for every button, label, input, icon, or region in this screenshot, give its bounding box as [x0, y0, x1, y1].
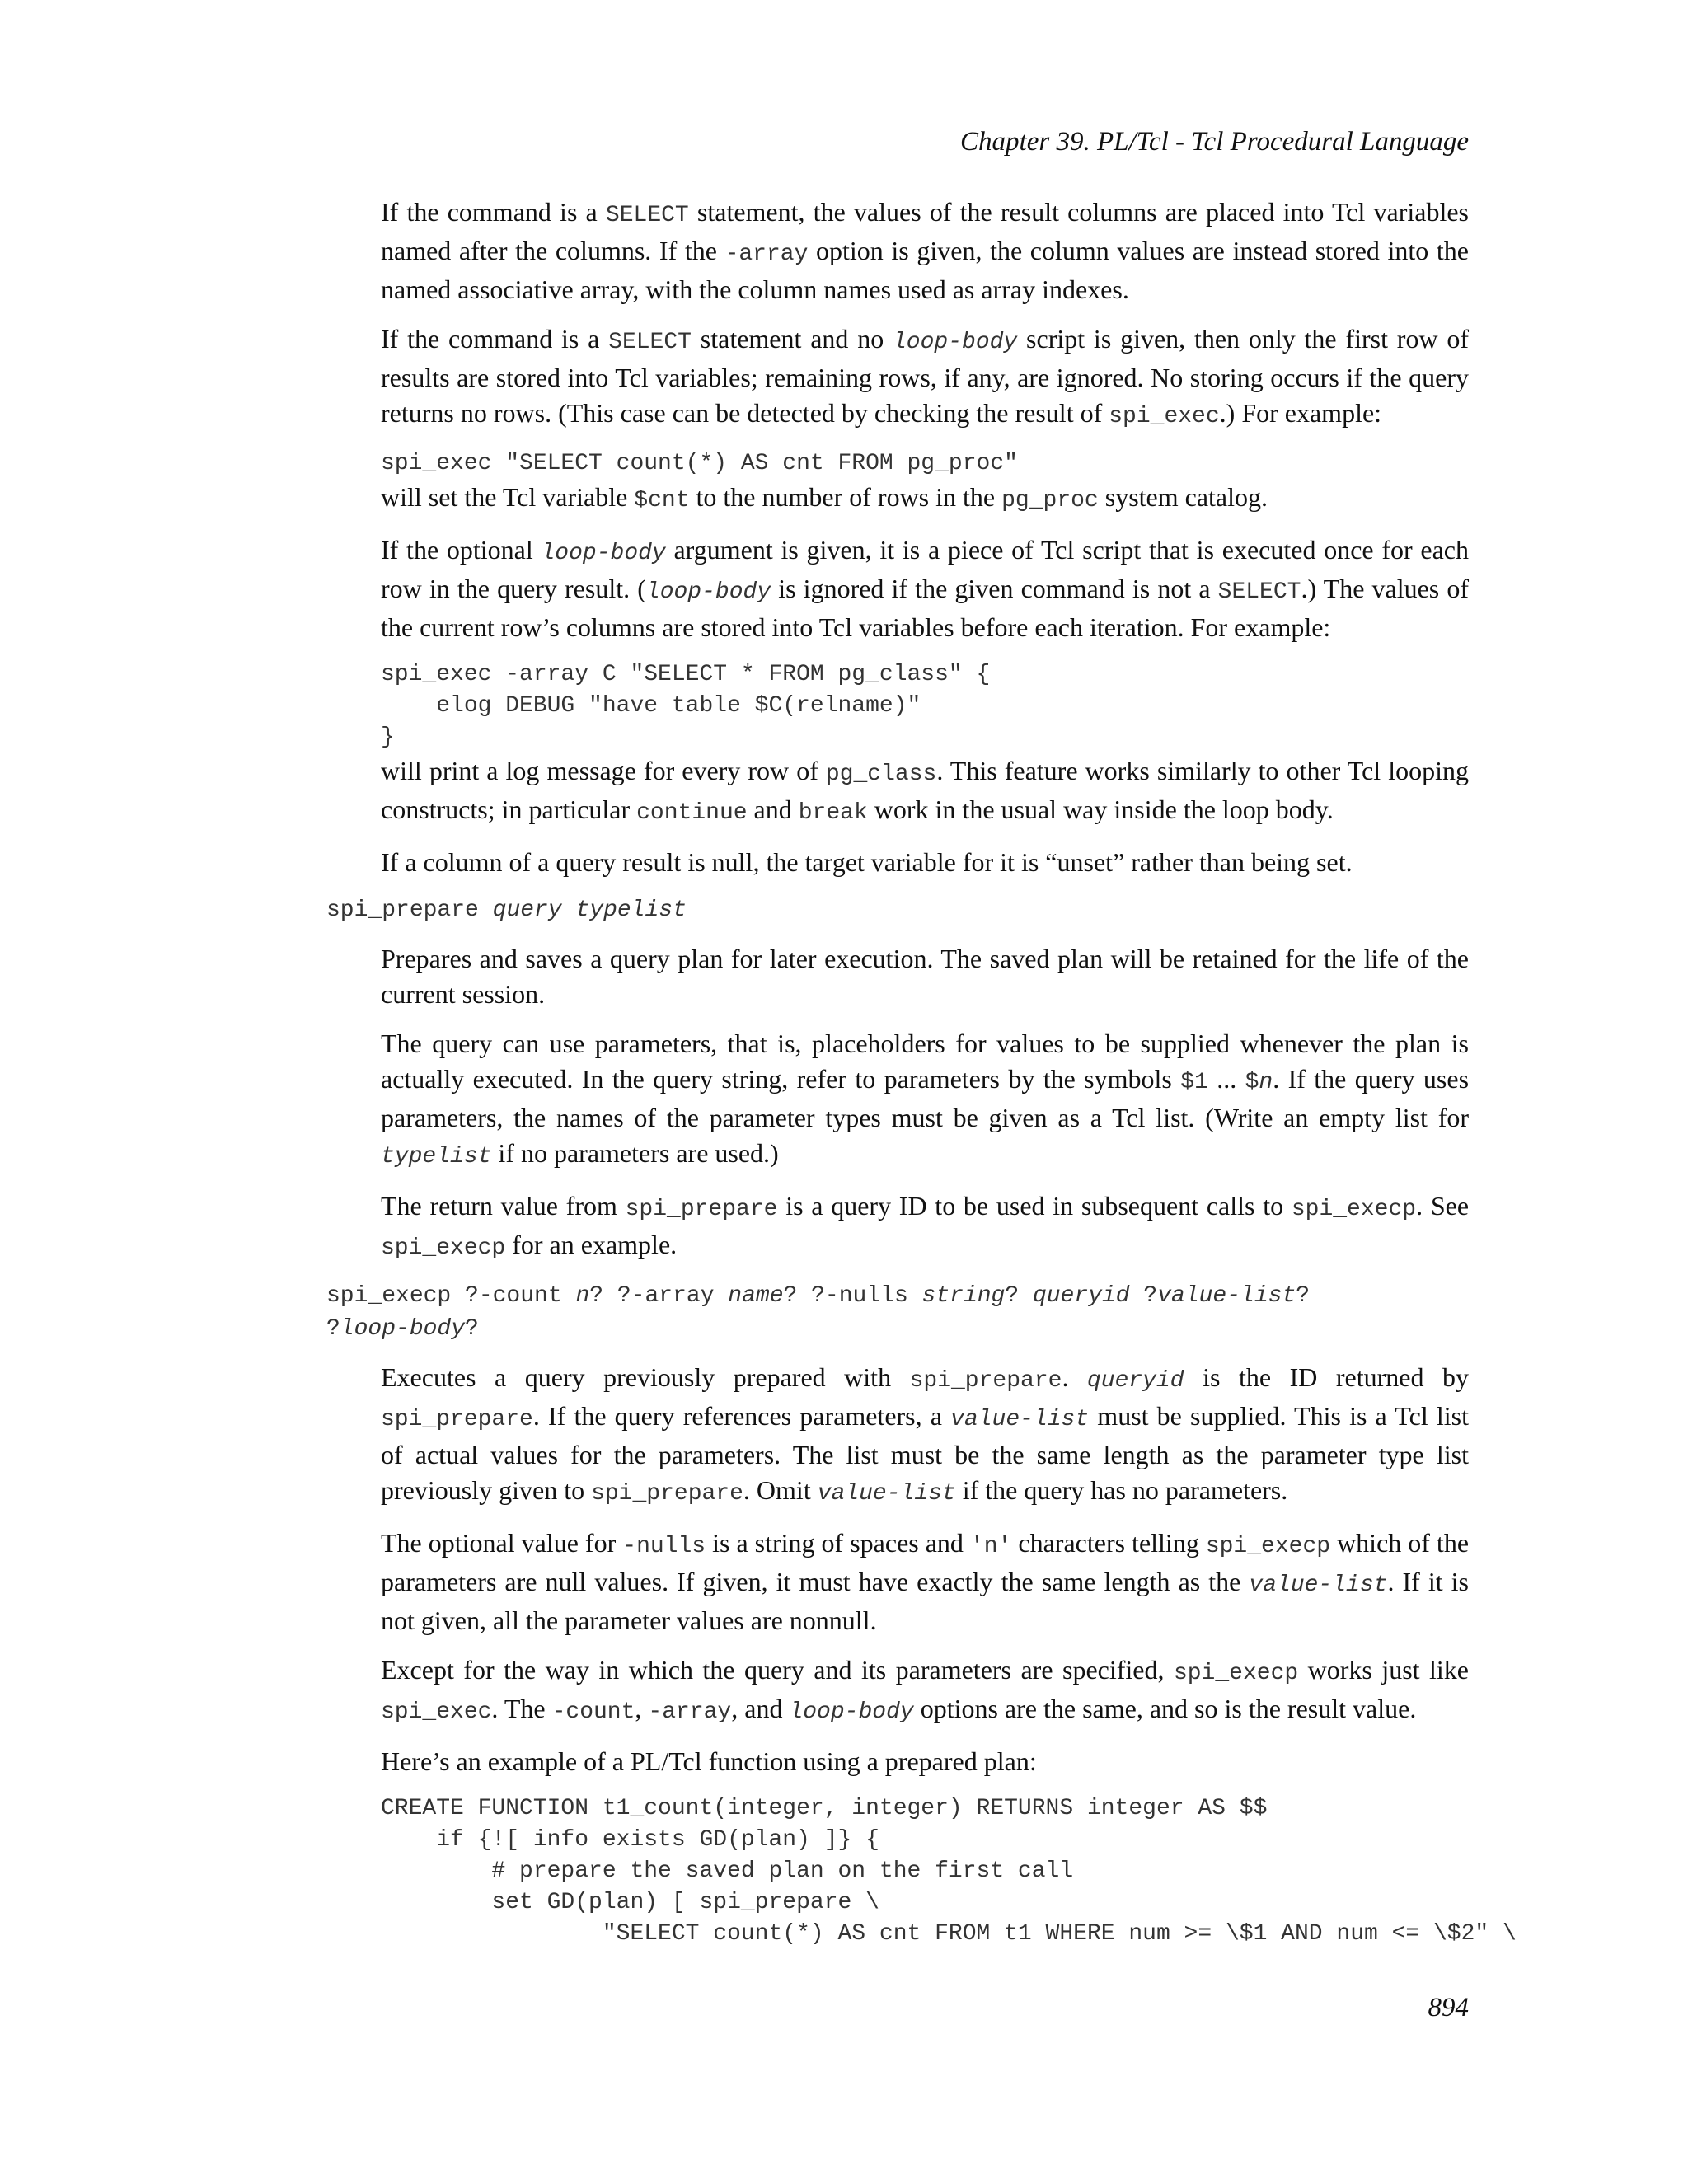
replaceable-term: loop-body — [893, 330, 1018, 355]
text: . See — [1416, 1191, 1470, 1221]
replaceable-term: value-list — [817, 1481, 956, 1507]
code-example-loop: spi_exec -array C "SELECT * FROM pg_class" { elog DEBUG "have table $C(relname)" } — [381, 662, 991, 750]
replaceable-term: string — [921, 1283, 1006, 1309]
text: is ignored if the given command is not a — [771, 574, 1218, 603]
paragraph — [381, 194, 1469, 307]
text: script is given, then only the first row of results are stored into Tcl variables; remaining rows, if any, are ignored. No storing occurs if the query returns no rows. (This case can be detected by checking the result of — [381, 324, 1470, 428]
text: .) For example: — [1219, 398, 1382, 428]
text — [562, 898, 576, 923]
inline-code: spi_prepare — [909, 1368, 1062, 1394]
paragraph: If a column of a query result is null, the target variable for it is “unset” rather than being set. — [381, 847, 1353, 877]
inline-code: SELECT — [605, 203, 689, 228]
inline-code: SELECT — [608, 330, 692, 355]
term-line-2 — [326, 1313, 1469, 1346]
text: . The — [491, 1694, 552, 1723]
term-line-1 — [326, 1280, 1469, 1313]
inline-code: break — [798, 800, 868, 826]
inline-code: spi_exec — [1109, 404, 1220, 429]
text: ? — [465, 1316, 479, 1342]
paragraph — [381, 1026, 1469, 1174]
text: . Omit — [743, 1475, 818, 1505]
inline-code: spi_prepare — [591, 1481, 743, 1507]
text: If the command is a — [381, 324, 609, 354]
text: ? — [1129, 1283, 1158, 1309]
text: to the number of rows in the — [689, 482, 1002, 512]
inline-code: pg_class — [825, 762, 937, 787]
text: must be supplied. This is a Tcl list of actual values for the parameters. The list must be the same length as the parameter type list previously given to — [381, 1401, 1470, 1505]
text: . If the query references parameters, a — [532, 1401, 951, 1431]
replaceable-term: value-list — [1157, 1283, 1296, 1309]
replaceable-term: name — [728, 1283, 784, 1309]
text: works just like — [1298, 1655, 1470, 1685]
inline-code: SELECT — [1217, 579, 1301, 605]
text: options are the same, and so is the result value. — [913, 1694, 1417, 1723]
inline-code: spi_prepare — [381, 1407, 533, 1432]
spi-execp-description — [381, 1360, 1517, 1950]
inline-code: -count — [551, 1699, 635, 1725]
text: , and — [731, 1694, 790, 1723]
replaceable-term: queryid — [1086, 1368, 1184, 1394]
replaceable-term: loop-body — [340, 1316, 466, 1342]
paragraph — [381, 1652, 1469, 1730]
text: which of the parameters are null values. If given, it must have exactly the same length as the — [381, 1528, 1470, 1596]
text: . If the query uses parameters, the names of the parameter types must be given as a Tcl list. (Write an empty list for — [381, 1064, 1470, 1132]
text: . — [1062, 1362, 1087, 1392]
running-header: Chapter 39. PL/Tcl - Tcl Procedural Language — [960, 127, 1469, 157]
replaceable-term: value-list — [1249, 1572, 1388, 1598]
text: . If it is not given, all the parameter values are nonnull. — [381, 1567, 1470, 1635]
paragraph — [381, 321, 1469, 434]
text: if the query has no parameters. — [955, 1475, 1288, 1505]
inline-code: continue — [636, 800, 748, 826]
page-number: 894 — [1428, 1993, 1469, 2022]
text: is a string of spaces and — [706, 1528, 970, 1558]
text: system catalog. — [1098, 482, 1268, 512]
text: ? ?-array — [589, 1283, 729, 1309]
code-example-count: spi_exec "SELECT count(*) AS cnt FROM pg_proc" — [381, 451, 1018, 476]
inline-code: pg_proc — [1001, 488, 1099, 513]
command-name: spi_prepare — [326, 898, 493, 923]
replaceable-term: query — [492, 898, 562, 923]
text: ? ?-nulls — [783, 1283, 922, 1309]
text: If the optional — [381, 535, 542, 565]
text: will set the Tcl variable — [381, 482, 635, 512]
inline-code: $1 — [1180, 1070, 1208, 1095]
inline-code: spi_execp — [1291, 1197, 1417, 1222]
paragraph — [381, 1360, 1469, 1511]
code-example-prepared-plan: CREATE FUNCTION t1_count(integer, integer) RETURNS integer AS $$ if {![ info exists GD(plan) ]} { # prepare the saved plan on the first call set GD(plan) [ spi_prepare \ "SELECT count(*) AS cnt FROM t1 WHERE num >= \$1 AND num <= \$2" \ — [381, 1796, 1517, 1947]
replaceable-term: typelist — [575, 898, 687, 923]
replaceable-term: n — [1259, 1070, 1273, 1095]
text: statement and no — [691, 324, 893, 354]
inline-code: -array — [724, 241, 809, 267]
inline-code: $ — [1245, 1070, 1259, 1095]
text: ? — [326, 1316, 340, 1342]
replaceable-term: value-list — [950, 1407, 1090, 1432]
replaceable-term: loop-body — [541, 541, 666, 566]
text: If the command is a — [381, 197, 606, 227]
text: characters telling — [1011, 1528, 1206, 1558]
replaceable-term: n — [575, 1283, 590, 1309]
replaceable-term: typelist — [381, 1144, 492, 1169]
paragraph — [381, 753, 1469, 831]
paragraph: Here’s an example of a PL/Tcl function using a prepared plan: — [381, 1746, 1037, 1776]
text: The return value from — [381, 1191, 626, 1221]
spi-prepare-description — [381, 941, 1469, 1266]
text: is a query ID to be used in subsequent calls to — [777, 1191, 1292, 1221]
term-spi-prepare — [326, 894, 1469, 927]
inline-code: $cnt — [634, 488, 690, 513]
inline-code: 'n' — [969, 1534, 1012, 1559]
term-spi-execp — [326, 1280, 1469, 1346]
text: Except for the way in which the query and its parameters are specified, — [381, 1655, 1174, 1685]
inline-code: spi_execp — [381, 1235, 506, 1261]
text: is the ID returned by — [1184, 1362, 1470, 1392]
text: statement, the values of the result columns are placed into Tcl variables named after the columns. If the — [381, 197, 1470, 265]
text: and — [747, 794, 799, 824]
replaceable-term: queryid — [1032, 1283, 1130, 1309]
paragraph — [381, 480, 1469, 518]
text: argument is given, it is a piece of Tcl script that is executed once for each row in the query result. ( — [381, 535, 1470, 603]
inline-code: -nulls — [622, 1534, 706, 1559]
text: The optional value for — [381, 1528, 623, 1558]
paragraph — [381, 1188, 1469, 1266]
text: work in the usual way inside the loop body. — [867, 794, 1334, 824]
paragraph — [381, 1526, 1469, 1638]
text: will print a log message for every row of — [381, 756, 826, 785]
page-content — [326, 194, 1517, 1950]
text: Executes a query previously prepared with — [381, 1362, 910, 1392]
text: , — [635, 1694, 649, 1723]
text: The query can use parameters, that is, placeholders for values to be supplied whenever the plan is actually executed. In the query string, refer to parameters by the symbols — [381, 1029, 1469, 1094]
spi-exec-description — [381, 194, 1469, 880]
text: . This feature works similarly to other Tcl looping constructs; in particular — [381, 756, 1470, 824]
text: option is given, the column values are instead stored into the named associative array, with the column names used as array indexes. — [381, 236, 1470, 304]
inline-code: spi_execp — [1205, 1534, 1331, 1559]
text: for an example. — [505, 1230, 678, 1259]
replaceable-term: loop-body — [789, 1699, 914, 1725]
text: ? — [1005, 1283, 1033, 1309]
text: .) The values of the current row’s columns are stored into Tcl variables before each iteration. For example: — [381, 574, 1470, 642]
replaceable-term: loop-body — [645, 579, 771, 605]
paragraph: Prepares and saves a query plan for later execution. The saved plan will be retained for the life of the current session. — [381, 944, 1469, 1009]
inline-code: spi_exec — [381, 1699, 492, 1725]
inline-code: spi_execp — [1173, 1661, 1299, 1686]
inline-code: spi_prepare — [625, 1197, 778, 1222]
inline-code: -array — [648, 1699, 732, 1725]
text: ... — [1207, 1064, 1245, 1094]
text: if no parameters are used.) — [491, 1138, 779, 1168]
text: spi_execp ?-count — [326, 1283, 576, 1309]
paragraph — [381, 532, 1469, 645]
text: ? — [1296, 1283, 1311, 1309]
